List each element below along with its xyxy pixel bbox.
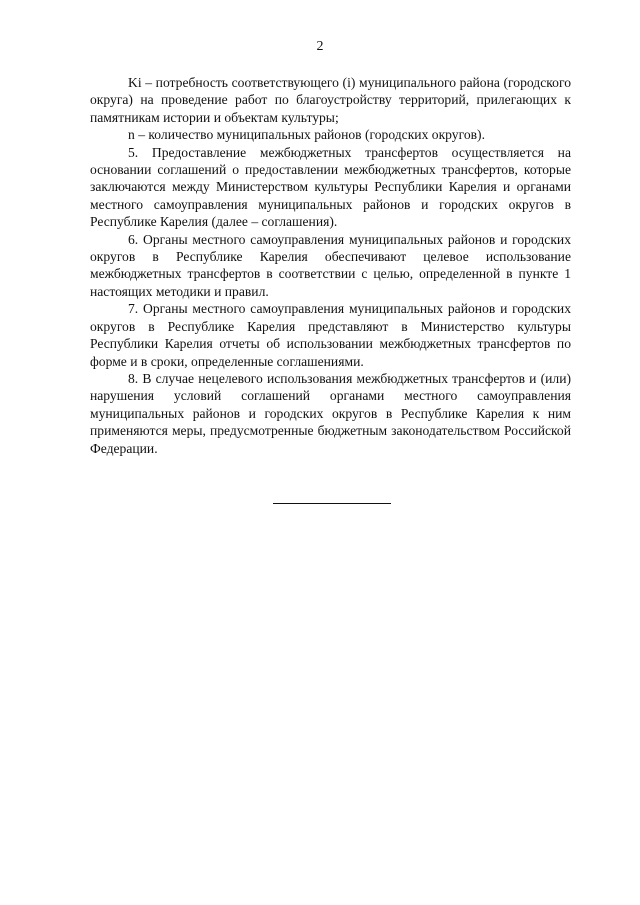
document-body: [90, 74, 571, 457]
paragraph-clause-5: 5. Предоставление межбюджетных трансфертов осуществляется на основании соглашений о предоставлении межбюджетных трансфертов, которые заключаются между Министерством культуры Республики Карелия и органами местного самоуправления муниципальных районов и городских округов в Республике Карелия (далее – соглашения).: [90, 144, 571, 230]
paragraph-ki-definition: Ki – потребность соответствующего (i) муниципального района (городского округа) на проведение работ по благоустройству территорий, прилегающих к памятникам истории и объектам культуры;: [90, 75, 571, 125]
closing-divider: [273, 503, 391, 504]
paragraph-clause-8: 8. В случае нецелевого использования межбюджетных трансфертов и (или) нарушения условий соглашений органами местного самоуправления муниципальных районов и городских округов в Республике Карелия к ним применяются меры, предусмотренные бюджетным законодательством Российской Федерации.: [90, 370, 571, 456]
paragraph-n-definition: n – количество муниципальных районов (городских округов).: [128, 127, 485, 143]
paragraph-clause-6: 6. Органы местного самоуправления муниципальных районов и городских округов в Республике Карелия обеспечивают целевое использование межбюджетных трансфертов в соответствии с целью, определенной в пункте 1 настоящих методики и правил.: [90, 231, 571, 299]
page-number: 2: [316, 39, 324, 54]
paragraph-clause-7: 7. Органы местного самоуправления муниципальных районов и городских округов в Республике Карелия представляют в Министерство культуры Республики Карелия отчеты об использовании межбюджетных трансфертов по форме и в сроки, определенные соглашениями.: [90, 301, 571, 369]
